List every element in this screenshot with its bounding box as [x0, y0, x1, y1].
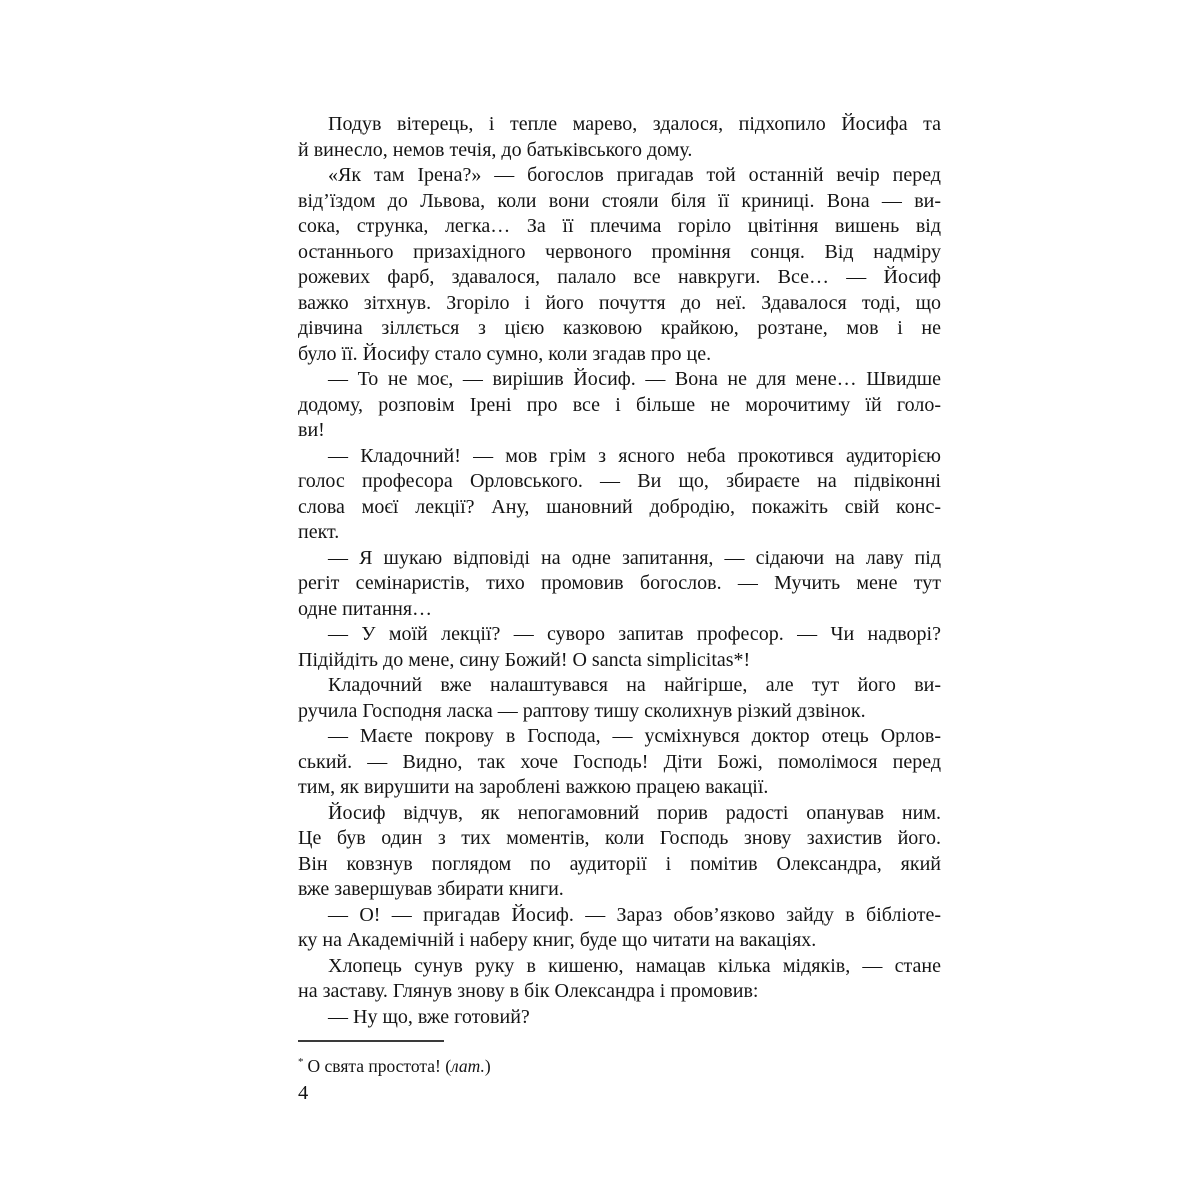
footnote-language-label: лат. [451, 1055, 485, 1076]
text-line: слова моєї лекції? Ану, шановний добродію, покажіть свій конс- [298, 495, 941, 518]
text-line: рожевих фарб, здавалося, палало все навкруги. Все… — Йосиф [298, 266, 941, 288]
text-line: вже завершував збирати книги. [298, 878, 564, 900]
text-line: ський. — Видно, так хоче Господь! Діти Божі, помолімося перед [298, 750, 941, 773]
text-line: регіт семінаристів, тихо промовив богослов. — Мучить мене тут [298, 572, 941, 594]
text-line: Він ковзнув поглядом по аудиторії і помітив Олександра, який [298, 852, 941, 875]
text-line: додому, розповім Ірені про все і більше не морочитиму їй голо- [298, 393, 941, 416]
paragraph [298, 673, 941, 724]
footnote-text: О свята простота! ( [307, 1055, 452, 1076]
text-line: ку на Академічній і наберу книг, буде що читати на вакаціях. [298, 929, 817, 951]
text-block [298, 112, 941, 1030]
text-line: одне питання… [298, 597, 433, 620]
text-line: тим, як вирушити на зароблені важкою працею вакації. [298, 776, 769, 798]
footnote-marker: * [298, 1056, 304, 1068]
page-number: 4 [298, 1082, 309, 1104]
text-line: Хлопець сунув руку в кишеню, намацав кілька мідяків, — стане [328, 954, 941, 977]
text-line: — Ну що, вже готовий? [328, 1005, 530, 1028]
footnote-text-close: ) [484, 1055, 491, 1076]
paragraph [298, 954, 941, 1005]
text-line: — Я шукаю відповіді на одне запитання, — сідаючи на лаву під [328, 546, 941, 569]
text-line: голос професора Орловського. — Ви що, збираєте на підвіконні [298, 470, 941, 492]
paragraph [298, 622, 941, 673]
text-line: від’їздом до Львова, коли вони стояли біля її криниці. Вона — ви- [298, 189, 941, 212]
text-line: було її. Йосифу стало сумно, коли згадав про це. [298, 342, 712, 365]
text-line: пект. [298, 521, 340, 543]
text-line: й винесло, немов течія, до батьківського дому. [298, 138, 693, 161]
paragraph [298, 367, 941, 444]
paragraph [298, 112, 941, 163]
text-line: останнього призахідного червоного проміння сонця. Від надміру [298, 240, 941, 263]
text-line: сока, струнка, легка… За її плечима горіло цвітіння вишень від [298, 215, 941, 237]
paragraph [298, 903, 941, 954]
text-line: — У моїй лекції? — суворо запитав професор. — Чи надворі? [328, 623, 941, 645]
text-line: — Кладочний! — мов грім з ясного неба прокотився аудиторією [328, 444, 941, 467]
text-line: важко зітхнув. Згоріло і його почуття до неї. Здавалося тоді, що [298, 291, 941, 314]
text-line: Йосиф відчув, як непогамовний порив радості опанував ним. [328, 801, 941, 824]
paragraph [298, 163, 941, 367]
paragraph [298, 546, 941, 623]
paragraph [298, 1005, 941, 1031]
text-line: Підійдіть до мене, сину Божий! O sancta simplicitas*! [298, 648, 751, 671]
footnote [298, 1051, 941, 1077]
paragraph [298, 444, 941, 546]
text-line: — О! — пригадав Йосиф. — Зараз обов’язково зайду в бібліоте- [328, 903, 941, 926]
text-line: Подув вітерець, і тепле марево, здалося, підхопило Йосифа та [328, 113, 941, 135]
text-line: Кладочний вже налаштувався на найгірше, але тут його ви- [328, 674, 941, 696]
text-line: ручила Господня ласка — раптову тишу сколихнув різкий дзвінок. [298, 699, 866, 722]
text-line: дівчина зіллється з цією казковою крайкою, розтане, мов і не [298, 317, 941, 339]
footnote-area [298, 1040, 941, 1077]
footnote-divider [298, 1040, 444, 1042]
text-line: «Як там Ірена?» — богослов пригадав той останній вечір перед [328, 164, 941, 186]
text-line: на заставу. Глянув знову в бік Олександра і промовив: [298, 980, 759, 1002]
text-line: — Маєте покрову в Господа, — усміхнувся доктор отець Орлов- [328, 725, 941, 747]
text-line: — То не моє, — вирішив Йосиф. — Вона не для мене… Швидше [328, 368, 941, 390]
paragraph [298, 724, 941, 801]
text-line: Це був один з тих моментів, коли Господь знову захистив його. [298, 827, 941, 849]
paragraph [298, 801, 941, 903]
text-line: ви! [298, 419, 325, 441]
